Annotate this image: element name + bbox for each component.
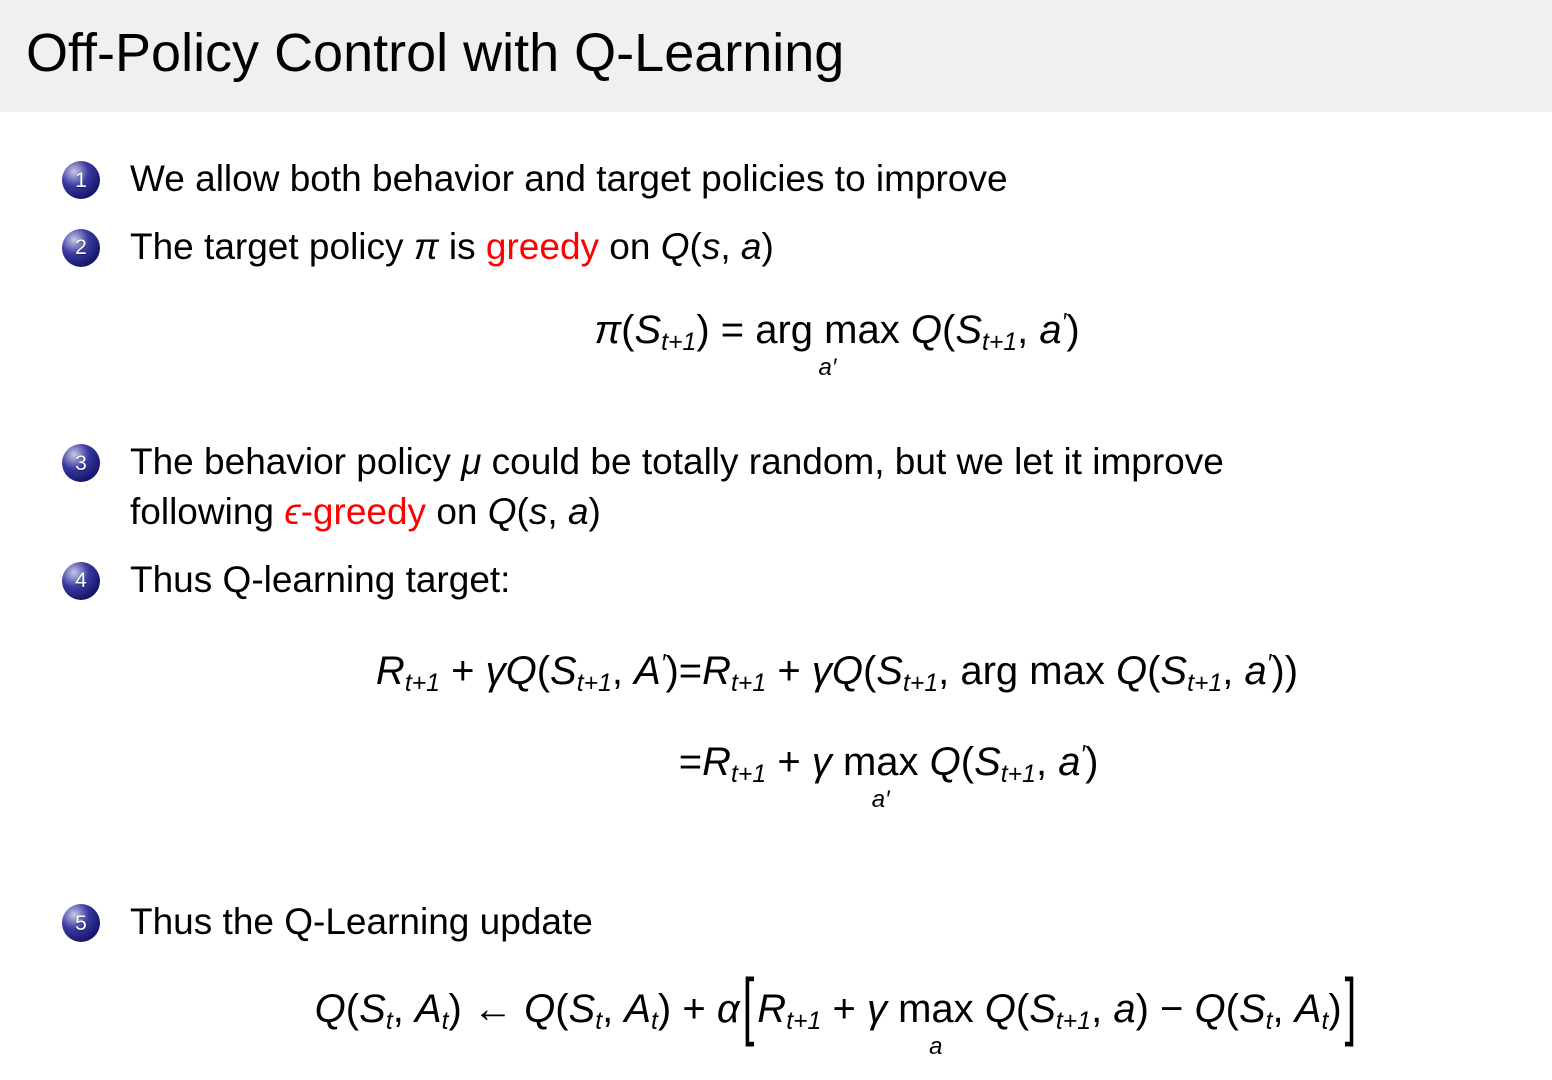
equation-qlearning-update: $Q(S_t$, $A_t$) ← $Q(S_t$, $A_t) + \alpha[R_{t+1} + \gamma$ max a $Q(S_{t+1}$, $a) - Q(S_t$, $A_t$)] (106, 981, 1552, 1038)
badge-number: 1 (75, 168, 87, 192)
badge-number: 3 (75, 451, 87, 475)
item-1-number-badge (62, 161, 100, 199)
bullet-item-1-text: We allow both behavior and target policies to improve (130, 158, 1008, 199)
target-eq-row1-lhs: $R_{t+1} + \gamma Q(S_{t+1}$, A′) (375, 648, 679, 697)
slide-content (0, 112, 1552, 1061)
bullet-item-2-text: The target policy π is greedy on Q(s, a) (130, 225, 774, 267)
item-3-number-badge (62, 444, 100, 482)
limit-operator: arg max a′ (755, 307, 900, 381)
badge-number: 5 (75, 911, 87, 935)
equation-qlearning-target (375, 645, 1299, 813)
badge-number: 4 (75, 569, 87, 593)
title-bar (0, 0, 1552, 112)
bullet-item-3-text: The behavior policy μ could be totally random, but we let it improve following ϵ-greedy on Q(s, a) (130, 441, 1224, 532)
target-eq-row2-rhs: $=R_{t+1} + \gamma$ max a′ $Q(S_{t+1}$, a′) (679, 736, 1298, 791)
target-eq-row2-lhs (376, 736, 679, 791)
big-right-bracket: ] (1344, 962, 1357, 1048)
bullet-item-4 (62, 555, 1524, 605)
bullet-item-5-text: Thus the Q-Learning update (130, 901, 593, 943)
item-2-number-badge (62, 229, 100, 267)
bullet-item-3 (62, 437, 1524, 537)
limit-operator: max a (898, 987, 974, 1061)
bullet-item-1 (62, 154, 1524, 204)
bullet-item-2 (62, 222, 1524, 272)
target-eq-row1-rhs: $=R_{t+1} + \gamma Q(S_{t+1}$, arg $\max Q(S_{t+1}$, a′)) (678, 648, 1299, 697)
big-left-bracket: [ (742, 962, 755, 1048)
badge-number: 2 (75, 236, 87, 260)
bullet-item-4-text: Thus Q-learning target: (130, 558, 511, 600)
equation-greedy-policy: $\pi(S_{t+1})$ = arg max a′ $Q(S_{t+1}$, a′) (106, 304, 1552, 359)
limit-operator: max a′ (842, 740, 919, 813)
page-title: Off-Policy Control with Q-Learning (26, 23, 845, 83)
bullet-item-5 (62, 897, 1524, 947)
item-4-number-badge (62, 562, 100, 600)
item-5-number-badge (62, 904, 100, 942)
